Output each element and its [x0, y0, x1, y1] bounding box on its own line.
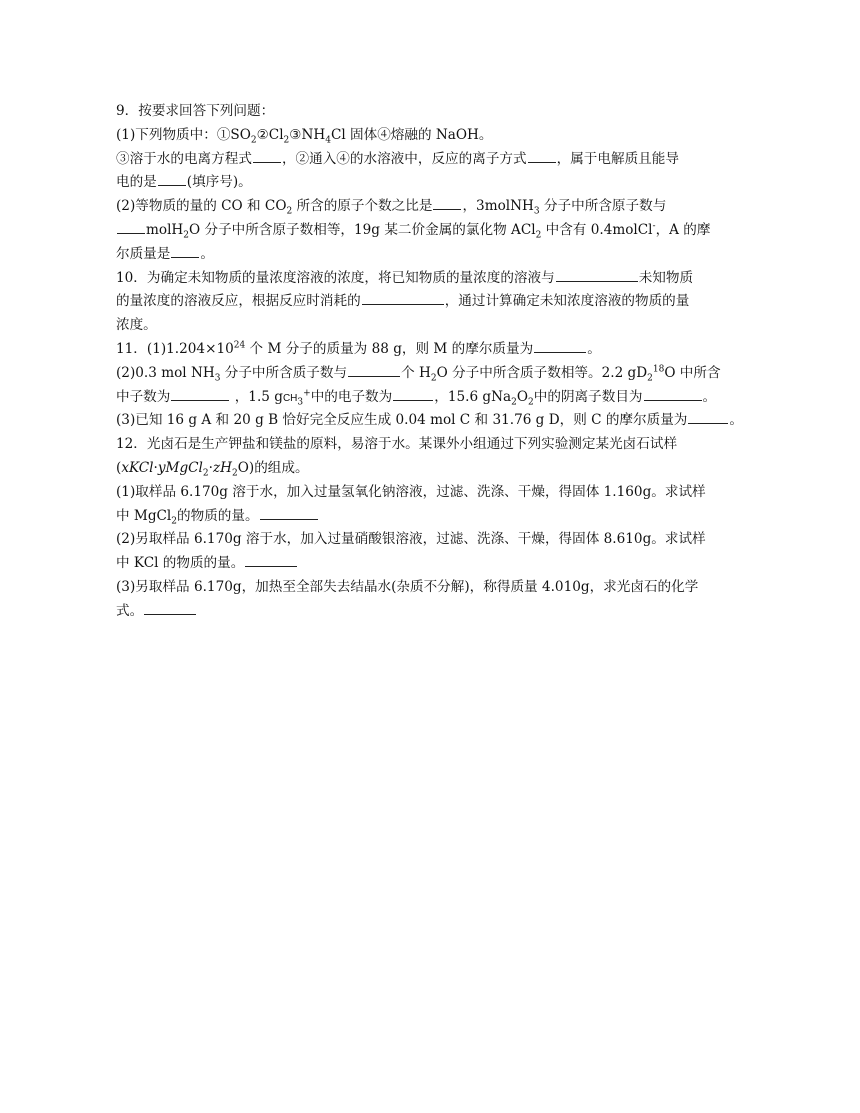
q9-line-1: (1)下列物质中：$①SO_2②Cl_2③NH_4Cl$ 固体④熔融的 NaOH。 [116, 126, 493, 146]
q12-line-8: 式。 [116, 600, 744, 624]
answer-blank[interactable] [260, 506, 318, 520]
q9-line-2: ③溶于水的电离方程式 ，②通入④的水溶液中，反应的离子方式 ，属于电解质且能导 [116, 150, 679, 167]
answer-blank[interactable] [171, 244, 199, 258]
q9-line-3: 电的是 (填序号)。 [116, 174, 252, 191]
q9-title: 9．按要求回答下列问题： [116, 103, 275, 119]
answer-blank[interactable] [393, 387, 433, 401]
q12-line-3: (1)取样品 6.170g 溶于水，加入过量氢氧化钠溶液，过滤、洗涤、干燥，得固体 1.160g。求试样 [116, 483, 706, 500]
answer-blank[interactable] [556, 268, 638, 282]
answer-blank[interactable] [348, 363, 400, 377]
q9-line-5: molH$_2$O 分子中所含原子数相等，19g 某二价金属的氯化物 ACl$_2$ 中含有 0.4molCl-，A 的摩 [116, 219, 744, 243]
answer-blank[interactable] [253, 149, 281, 163]
answer-blank[interactable] [144, 601, 196, 615]
q11-line-1: 11．$(1)1.204\times 10^{24}$ 个 M 分子的质量为 88 g，则 M 的摩尔质量为 。 [116, 340, 601, 357]
q9-line-4: (2)等物质的量的 CO 和 $CO_2$ 所含的原子个数之比是 ，3molNH$_3$ 分子中所含原子数与 [116, 198, 667, 217]
q9-line-6: 尔质量是 。 [116, 245, 214, 262]
answer-blank[interactable] [528, 149, 556, 163]
q12-line-1: 12．光卤石是生产钾盐和镁盐的原料，易溶于水。某课外小组通过下列实验测定某光卤石试样 [116, 436, 678, 453]
q12-line-6: 中 KCl 的物质的量。 [116, 552, 744, 576]
q11-line-2: (2)0.3 mol $NH_3$ 分子中所含质子数与 个 $H_2O$ 分子中所含质子数相等。2.2 $gD_2^{18}O$ 中所含 [116, 364, 721, 384]
q12-line-4: 中 MgCl$_2$的物质的量。 [116, 505, 744, 529]
answer-blank[interactable] [117, 220, 145, 234]
q12-line-5: (2)另取样品 6.170g 溶于水，加入过量硝酸银溶液，过滤、洗涤、干燥，得固体 8.610g。求试样 [116, 531, 706, 548]
answer-blank[interactable] [688, 410, 728, 424]
q12-line-2: $(xKCl\cdot yMgCl_2\cdot zH_2O)$的组成。 [116, 459, 309, 479]
answer-blank[interactable] [644, 387, 702, 401]
answer-blank[interactable] [245, 553, 297, 567]
answer-blank[interactable] [362, 291, 444, 305]
answer-blank[interactable] [433, 196, 461, 210]
q12-line-7: (3)另取样品 6.170g，加热至全部失去结晶水(杂质不分解)，称得质量 4.010g，求光卤石的化学 [116, 578, 699, 595]
q10-line-1: 10．为确定未知物质的量浓度溶液的浓度，将已知物质的量浓度的溶液与 未知物质 [116, 269, 694, 286]
answer-blank[interactable] [158, 172, 186, 186]
q11-line-3: 中子数为 ，1.5 gCH$_3$+中的电子数为 ，15.6 $gNa_2O_2$中的阴离子数目为 。 [116, 388, 717, 408]
q10-line-3: 浓度。 [116, 317, 157, 334]
question-content [116, 100, 744, 624]
q11-line-4: (3)已知 16 g A 和 20 g B 恰好完全反应生成 0.04 mol C 和 31.76 g D，则 C 的摩尔质量为 。 [116, 412, 743, 429]
answer-blank[interactable] [171, 387, 229, 401]
q10-line-2: 的量浓度的溶液反应，根据反应时消耗的 ，通过计算确定未知浓度溶液的物质的量 [116, 293, 690, 310]
answer-blank[interactable] [534, 339, 586, 353]
